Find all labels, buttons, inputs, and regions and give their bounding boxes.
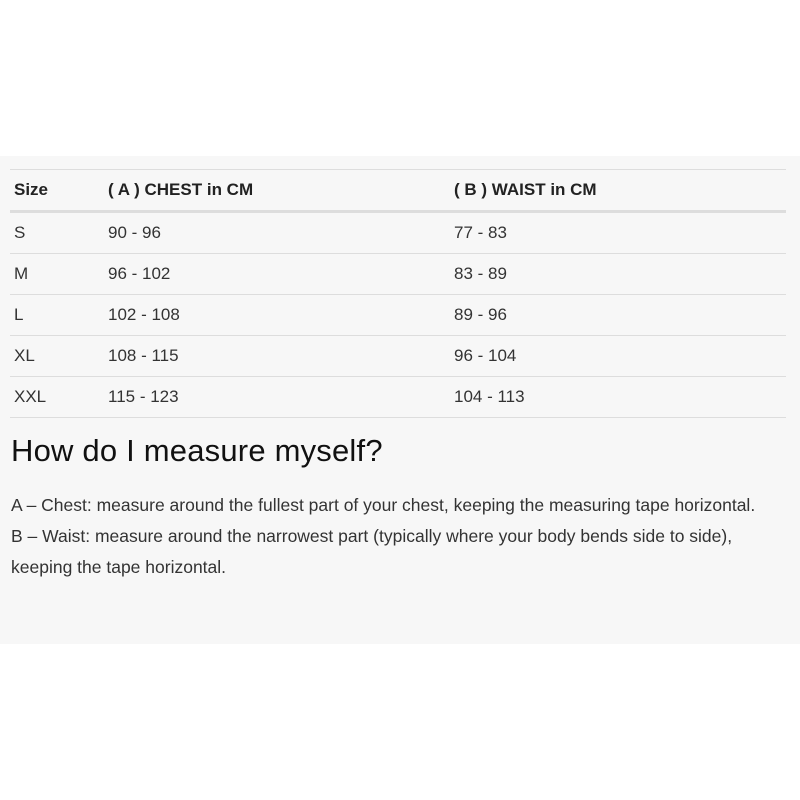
measure-guide-text (11, 490, 781, 583)
waist-cell: 89 - 96 (450, 295, 786, 336)
header-chest: ( A ) CHEST in CM (104, 170, 450, 212)
size-cell: L (10, 295, 104, 336)
header-waist: ( B ) WAIST in CM (450, 170, 786, 212)
table-row (10, 295, 786, 336)
table-row (10, 212, 786, 254)
waist-cell: 77 - 83 (450, 212, 786, 254)
chest-cell: 108 - 115 (104, 336, 450, 377)
size-cell: M (10, 254, 104, 295)
waist-cell: 83 - 89 (450, 254, 786, 295)
table-row (10, 254, 786, 295)
chest-cell: 102 - 108 (104, 295, 450, 336)
size-chart-table (10, 169, 786, 418)
chest-cell: 90 - 96 (104, 212, 450, 254)
chest-cell: 115 - 123 (104, 377, 450, 418)
header-size: Size (10, 170, 104, 212)
size-cell: S (10, 212, 104, 254)
waist-instruction: B – Waist: measure around the narrowest part (typically where your body bends side to side), keeping the tape horizontal. (11, 526, 733, 577)
waist-cell: 96 - 104 (450, 336, 786, 377)
size-cell: XL (10, 336, 104, 377)
chest-instruction: A – Chest: measure around the fullest part of your chest, keeping the measuring tape horizontal. (11, 495, 756, 515)
chest-cell: 96 - 102 (104, 254, 450, 295)
measure-guide-heading: How do I measure myself? (11, 433, 383, 468)
table-row (10, 336, 786, 377)
table-header-row (10, 170, 786, 212)
waist-cell: 104 - 113 (450, 377, 786, 418)
table-row (10, 377, 786, 418)
size-cell: XXL (10, 377, 104, 418)
